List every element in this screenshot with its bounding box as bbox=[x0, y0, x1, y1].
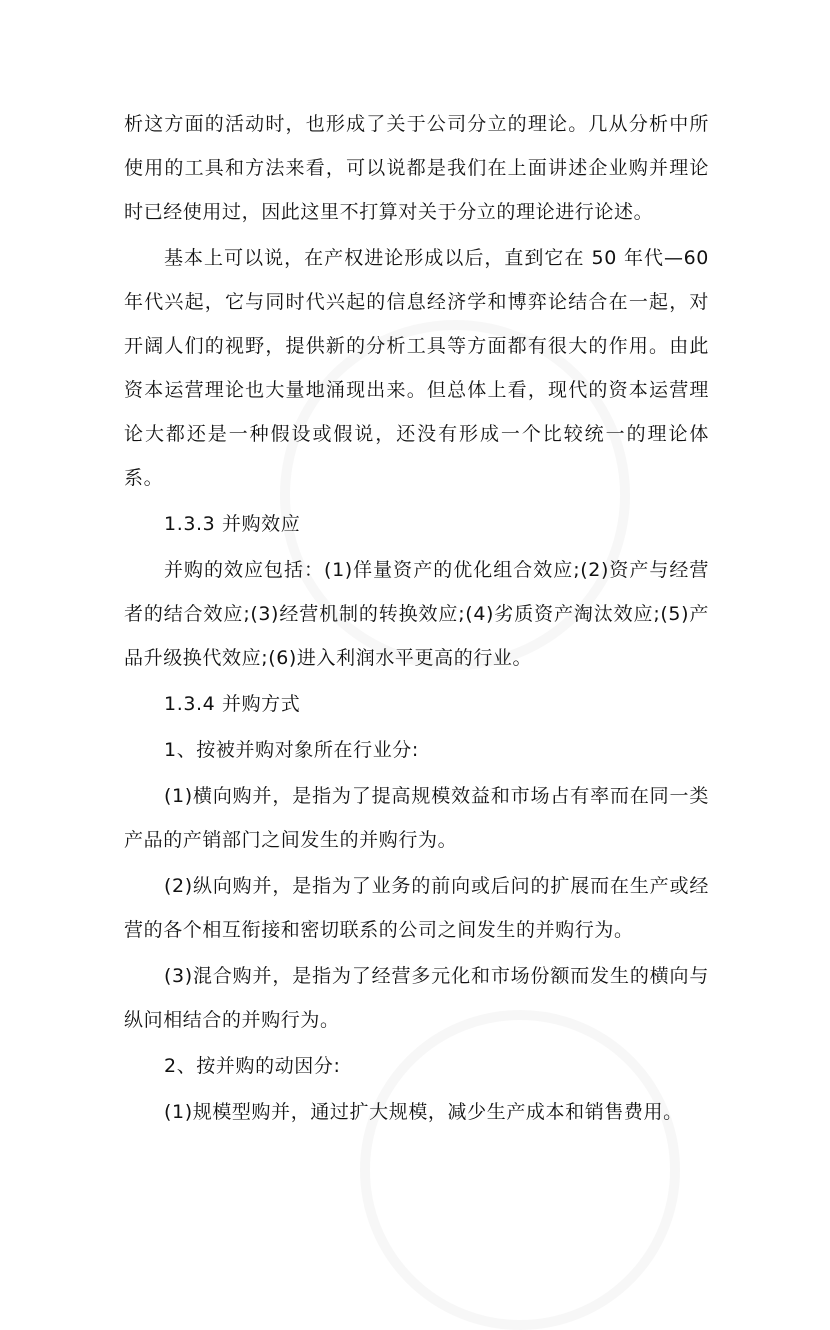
section-heading: 1.3.3 并购效应 bbox=[164, 513, 301, 535]
list-item: (2)纵向购并，是指为了业务的前向或后问的扩展而在生产或经营的各个相互衔接和密切联系的公司之间发生的并购行为。 bbox=[124, 875, 709, 941]
paragraph: 基本上可以说，在产权进论形成以后，直到它在 50 年代—60 年代兴起，它与同时代兴起的信息经济学和博弈论结合在一起，对开阔人们的视野，提供新的分析工具等方面都有很大的作用。由此资本运营理论也大量地涌现出来。但总体上看，现代的资本运营理论大都还是一种假设或假说，还没有形成一个比较统一的理论体系。 bbox=[124, 247, 709, 489]
list-item: (3)混合购并，是指为了经营多元化和市场份额而发生的横向与纵问相结合的并购行为。 bbox=[124, 965, 709, 1031]
body-text bbox=[124, 102, 709, 1136]
paragraph: 析这方面的活动时，也形成了关于公司分立的理论。几从分析中所使用的工具和方法来看，可以说都是我们在上面讲述企业购并理论时已经使用过，因此这里不打算对关于分立的理论进行论述。 bbox=[124, 113, 709, 223]
list-heading: 1、按被并购对象所在行业分: bbox=[164, 739, 419, 761]
list-item: (1)规模型购并，通过扩大规模，减少生产成本和销售费用。 bbox=[164, 1101, 683, 1123]
list-heading: 2、按并购的动因分: bbox=[164, 1055, 341, 1077]
section-heading: 1.3.4 并购方式 bbox=[164, 693, 301, 715]
list-item: (1)横向购并，是指为了提高规模效益和市场占有率而在同一类产品的产销部门之间发生的并购行为。 bbox=[124, 785, 709, 851]
paragraph: 并购的效应包括：(1)佯量资产的优化组合效应;(2)资产与经营者的结合效应;(3)经营机制的转换效应;(4)劣质资产淘汰效应;(5)产品升级换代效应;(6)进入利润水平更高的行业。 bbox=[124, 559, 709, 669]
